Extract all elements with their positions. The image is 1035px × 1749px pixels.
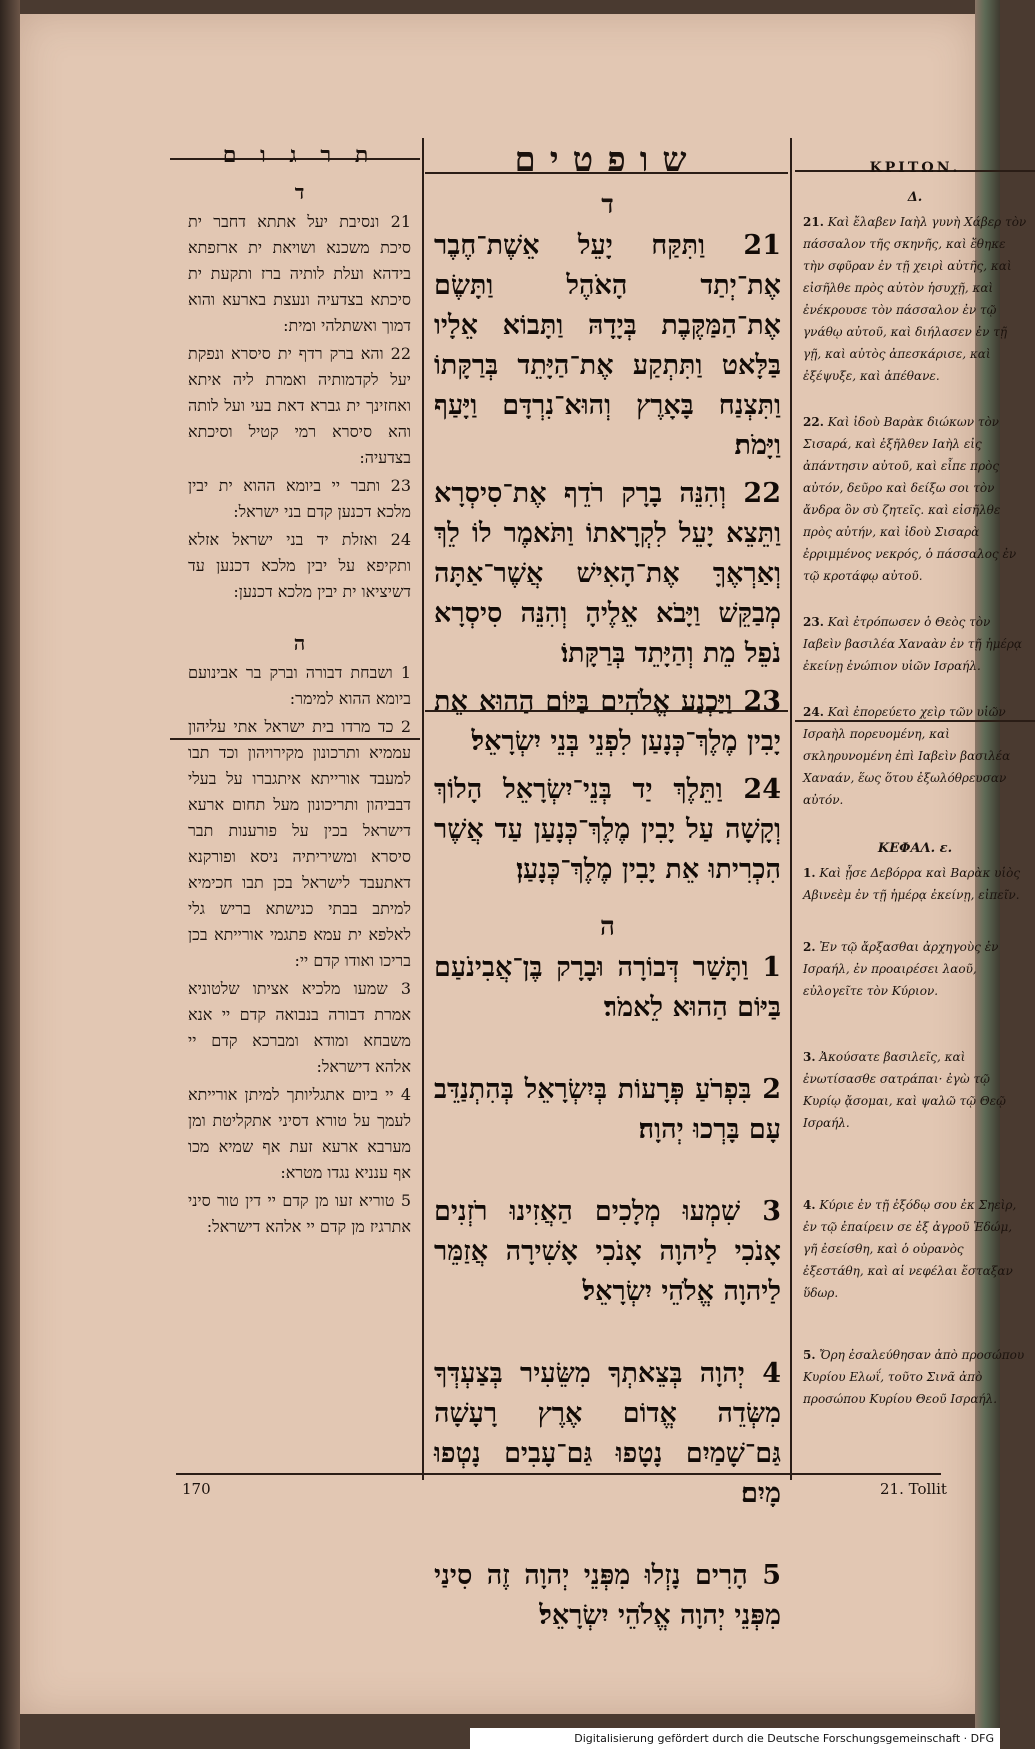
hebrew-chapter-4-heading: ד — [601, 190, 614, 220]
greek-verse — [803, 411, 1027, 587]
verse-text: Καὶ ἔλαβεν Ιαὴλ γυνὴ Χάβερ τὸν πάσσαλον τῆς σκηνῆς, καὶ ἔθηκε τὴν σφῦραν ἐν τῇ χειρὶ αὐτῆς, καὶ εἰσῆλθε πρὸς αὐτὸν ἡσυχῇ, καὶ ἐνέκρουσε τὸν πάσσαλον ἐν τῷ γνάθῳ αὐτοῦ, καὶ διήλασεν ἐν τῇ γῇ, καὶ αὐτὸς ἀπεσκάρισε, καὶ ἐξέψυξε, καὶ ἀπέθανε. — [803, 215, 1027, 383]
footer-rule — [176, 1473, 941, 1475]
greek-verse — [803, 1194, 1027, 1304]
greek-verse — [803, 936, 1027, 1002]
verse-number: 5. — [803, 1348, 816, 1362]
verse-number: 22. — [803, 415, 824, 429]
targum-verse: 5 טוריא זעו מן קדם יי דין טור סיני אתרגיז מן קדם יי אלהא דישראל: — [188, 1191, 411, 1236]
verse-text: Καὶ ἰδοὺ Βαρὰκ διώκων τὸν Σισαρά, καὶ ἐξῆλθεν Ιαὴλ εἰς ἀπάντησιν αὐτοῦ, καὶ εἶπε πρὸς αὐτόν, δεῦρο καὶ δείξω σοι τὸν ἄνδρα ὃν σὺ ζητεῖς. καὶ εἰσῆλθε πρὸς αὐτήν, καὶ ἰδοὺ Σισαρὰ ἐρριμμένος νεκρός, ὁ πάσσαλος ἐν τῷ κροτάφῳ αὐτοῦ. — [803, 415, 1017, 583]
targum-column — [182, 120, 417, 1540]
hebrew-verse: 22 וְהִנֵּה בָרָק רֹדֵף אֶת־סִיסְרָא וַתֵּצֵא יָעֵל לִקְרָאתוֹ וַתֹּאמֶר לוֹ לֵךְ וְאַרְאֶךָּ אֶת־הָאִישׁ אֲשֶׁר־אַתָּה מְבַקֵּשׁ וַיָּבֹא אֵלֶיהָ וְהִנֵּה סִיסְרָא נֹפֵל מֵת וְהַיָּתֵד בְּרַקָּתוֹ׃ — [434, 478, 781, 669]
verse-text: Καὶ ἐτρόπωσεν ὁ Θεὸς τὸν Ιαβεὶν βασιλέα Χαναὰν ἐν τῇ ἡμέρᾳ ἐκείνῃ ἐνώπιον υἱῶν Ισραήλ. — [803, 615, 1022, 673]
greek-column — [795, 120, 1035, 1540]
targum-title: ת ר ג ו ם — [222, 142, 377, 168]
verse-number: 3. — [803, 1050, 816, 1064]
targum-verse: 3 שמעו מלכיא אציתו שלטוניא אמרת דבורה בנבואה קדם יי אנא משבחא ומודא ומברכא קדם יי אלהא דישראל: — [188, 979, 411, 1076]
greek-chapter-4-heading: Δ. — [907, 190, 923, 205]
targum-verse: 1 ושבחת דבורה וברק בר אבינועם ביומא ההוא למימר: — [188, 663, 411, 708]
verse-number: 2. — [803, 940, 816, 954]
greek-verse — [803, 1344, 1027, 1410]
verse-number: 1. — [803, 866, 816, 880]
greek-verse — [803, 1046, 1027, 1134]
greek-verse — [803, 701, 1027, 811]
hebrew-verse: 1 וַתָּשַׁר דְּבוֹרָה וּבָרָק בֶּן־אֲבִינֹעַם בַּיּוֹם הַהוּא לֵאמֹר׃ — [434, 952, 781, 1023]
hebrew-verse: 23 וַיַּכְנַע אֱלֹהִים בַּיּוֹם הַהוּא אֵת יָבִין מֶלֶךְ־כְּנָעַן לִפְנֵי בְּנֵי יִשְׂרָאֵל׃ — [434, 686, 781, 757]
verse-text: Καὶ ᾖσε Δεβόρρα καὶ Βαρὰκ υἱὸς Αβινεὲμ ἐν τῇ ἡμέρᾳ ἐκείνῃ, εἰπεῖν. — [803, 866, 1021, 902]
greek-chapter-5-heading: ΚΕΦΑΛ. ε. — [877, 841, 953, 856]
polyglot-columns — [170, 120, 1027, 1631]
verse-text: Ὄρη ἐσαλεύθησαν ἀπὸ προσώπου Κυρίου Ελωΐ, τοῦτο Σινᾶ ἀπὸ προσώπου Κυρίου Θεοῦ Ισραήλ. — [803, 1348, 1025, 1406]
hebrew-column — [430, 120, 785, 1631]
greek-verse — [803, 211, 1027, 387]
verse-number: 24. — [803, 705, 824, 719]
targum-verse: 4 יי ביום אתגליותך למיתן אורייתא לעמך על טורא דסיני אתקליטת ומן מערבא ארעא זעת אף שמיא מכו אף ענניא נגדו מטרא: — [188, 1085, 411, 1182]
hebrew-verse: 21 וַתִּקַּח יָעֵל אֵשֶׁת־חֶבֶר אֶת־יְתַד הָאֹהֶל וַתָּשֶׂם אֶת־הַמַּקֶּבֶת בְּיָדָהּ וַתָּבוֹא אֵלָיו בַּלָּאט וַתִּתְקַע אֶת־הַיָּתֵד בְּרַקָּתוֹ וַתִּצְנַח בָּאָרֶץ וְהוּא־נִרְדָּם וַיָּעַף וַיָּמֹת׃ — [434, 230, 781, 461]
targum-verse: 21 ונסיבת יעל אתתא דחבר ית סיכת משכנא ושויאת ית ארזפתא בידהא ועלת לותיה ברז ותקעת ית סיכתא בצדעיה ונעצת בארעא והוא דמוך ואשתלהי ומית: — [188, 212, 411, 335]
catchword: 21. Tollit — [880, 1480, 947, 1498]
digitization-credit: Digitalisierung gefördert durch die Deutsche Forschungsgemeinschaft · DFG — [470, 1728, 1000, 1749]
hebrew-chapter-5-heading: ה — [600, 912, 615, 942]
hebrew-verse: 4 יְהוָה בְּצֵאתְךָ מִשֵּׂעִיר בְּצַעְדְּךָ מִשְּׂדֵה אֱדוֹם אֶרֶץ רָעָשָׁה גַּם־שָׁמַיִם נָטָפוּ גַּם־עָבִים נָטְפוּ מָיִם׃ — [434, 1358, 781, 1509]
column-rule-right — [790, 138, 792, 1480]
verse-number: 21. — [803, 215, 824, 229]
verse-number: 4. — [803, 1198, 816, 1212]
verse-number: 23. — [803, 615, 824, 629]
targum-verse: 23 ותבר יי ביומא ההוא ית יבין מלכא דכנען קדם בני ישראל: — [188, 476, 411, 521]
page-number: 170 — [182, 1480, 211, 1498]
verse-text: Ἀκούσατε βασιλεῖς, καὶ ἐνωτίσασθε σατράπαι· ἐγὼ τῷ Κυρίῳ ᾄσομαι, καὶ ψαλῶ τῷ Θεῷ Ισραήλ. — [803, 1050, 1006, 1130]
hebrew-title: שופטים — [514, 140, 701, 180]
targum-verse: 22 והא ברק רדף ית סיסרא ונפקת יעל לקדמותיה ואמרת ליה איתא ואחזינך ית גברא דאת בעי ועל לותה והא סיסרא רמי קטיל וסיכתא בצדעיה: — [188, 344, 411, 467]
greek-verse — [803, 611, 1027, 677]
hebrew-verse: 24 וַתֵּלֶךְ יַד בְּנֵי־יִשְׂרָאֵל הָלוֹךְ וְקָשָׁה עַל יָבִין מֶלֶךְ־כְּנָעַן עַד אֲשֶׁר הִכְרִיתוּ אֵת יָבִין מֶלֶךְ־כְּנָעַן׃ — [434, 774, 781, 885]
targum-verse: 24 ואזלת יד בני ישראל אזלא ותקיפא על יבין מלכא דכנען עד דשיציאו ית יבין מלכא דכנען: — [188, 530, 411, 601]
greek-verse — [803, 862, 1027, 906]
targum-chapter-5-heading: ה — [293, 631, 306, 655]
column-rule-left — [422, 138, 424, 1480]
hebrew-verse: 5 הָרִים נָזְלוּ מִפְּנֵי יְהוָה זֶה סִינַי מִפְּנֵי יְהוָה אֱלֹהֵי יִשְׂרָאֵל׃ — [434, 1560, 781, 1631]
verse-text: Ἐν τῷ ἄρξασθαι ἀρχηγοὺς ἐν Ισραήλ, ἐν προαιρέσει λαοῦ, εὐλογεῖτε τὸν Κύριον. — [803, 940, 999, 998]
hebrew-verse: 3 שִׁמְעוּ מְלָכִים הַאֲזִינוּ רֹזְנִים אָנֹכִי לַיהוָה אָנֹכִי אָשִׁירָה אֲזַמֵּר לַיהוָה אֱלֹהֵי יִשְׂרָאֵל׃ — [434, 1196, 781, 1307]
book-binding — [0, 0, 20, 1749]
verse-text: Κύριε ἐν τῇ ἐξόδῳ σου ἐκ Σηεὶρ, ἐν τῷ ἐπαίρειν σε ἐξ ἀγροῦ Ἐδώμ, γῆ ἐσείσθη, καὶ ὁ οὐρανὸς ἐξεστάθη, καὶ αἱ νεφέλαι ἔσταξαν ὕδωρ. — [803, 1198, 1017, 1300]
hebrew-verse: 2 בִּפְרֹעַ פְּרָעוֹת בְּיִשְׂרָאֵל בְּהִתְנַדֵּב עָם בָּרְכוּ יְהוָה׃ — [434, 1074, 781, 1145]
verse-text: Καὶ ἐπορεύετο χεὶρ τῶν υἱῶν Ισραὴλ πορευομένη, καὶ σκληρυνομένη ἐπὶ Ιαβεὶν βασιλέα Χαναάν, ἕως ὅτου ἐξωλόθρευσαν αὐτόν. — [803, 705, 1011, 807]
greek-title: ΚΡΙΤΩΝ. — [869, 160, 961, 176]
targum-verse: 2 כד מרדו בית ישראל אתי עליהון עממיא ותרכונון מקירויהון וכד תבו למעבד אורייתא איתגברו על בעלי דבביהון ותריכונון מעל תחום ארעא דישראל בכין על פורענות תבר סיסרא ומשיריתיה ניסא ופורקנא דאתעבד לישראל בכן תבו חכימיא למיתב בבתי כנישתא בריש גלי לאלפא ית עמא פתגמי אורייתא בכן בריכו ואודו קדם יי: — [188, 717, 411, 970]
targum-chapter-4-heading: ד — [294, 180, 305, 204]
